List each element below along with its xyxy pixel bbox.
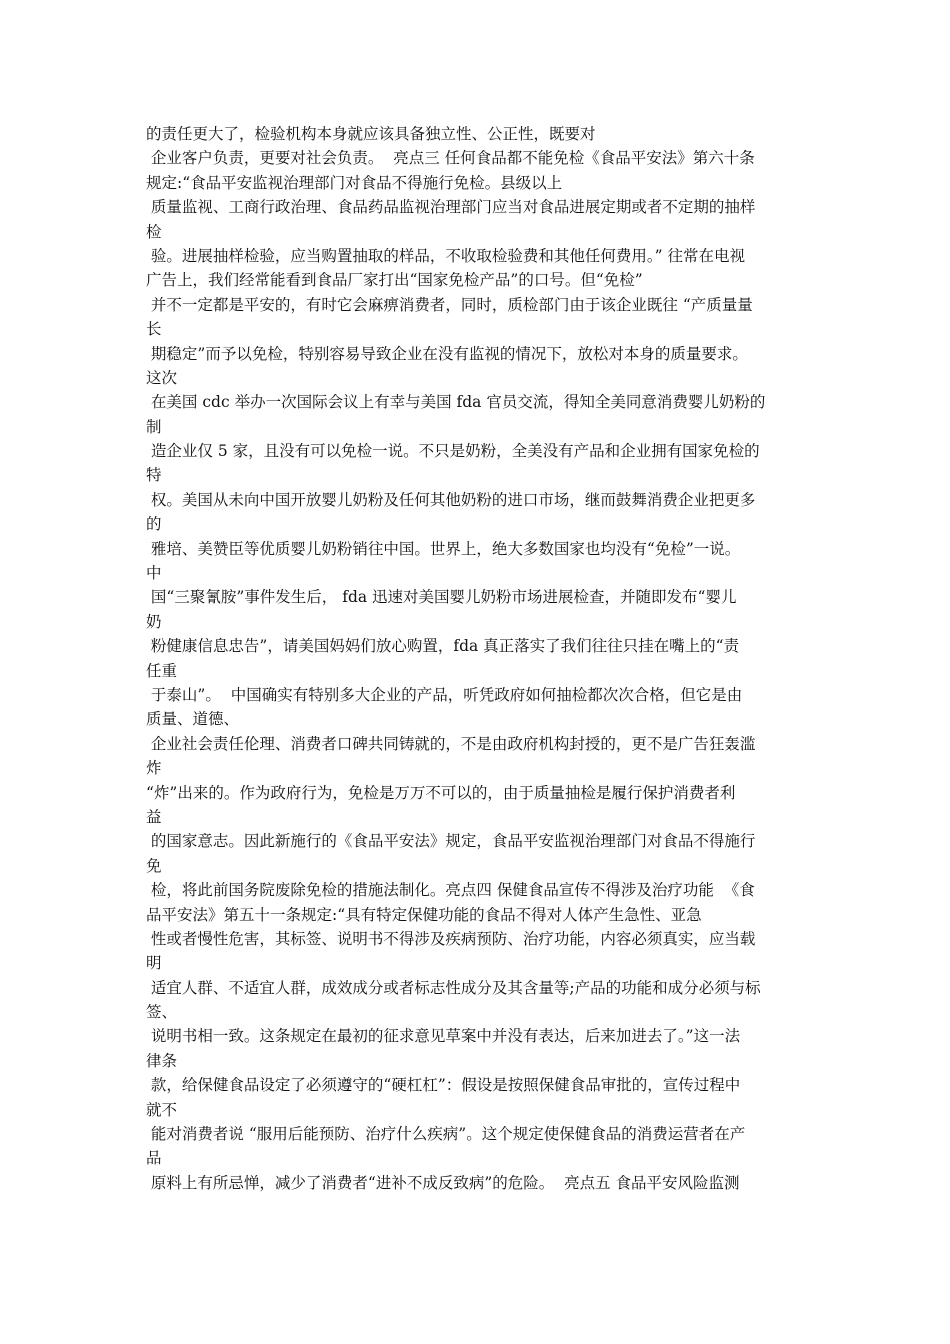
text-line: 任重 [146, 661, 178, 680]
document-body [146, 122, 812, 1195]
text-line: 益 [146, 807, 162, 826]
text-line: 的责任更大了，检验机构本身就应该具备独立性、公正性，既要对 [146, 125, 596, 143]
text-line: 粉健康信息忠告”，请美国妈妈们放心购置，fda 真正落实了我们往往只挂在嘴上的“责 [146, 637, 740, 656]
text-line: 能对消费者说 “服用后能预防、治疗什么疾病”。这个规定使保健食品的消费运营者在产 [146, 1125, 746, 1144]
text-line: 这次 [146, 368, 178, 387]
text-line: 特 [146, 466, 162, 485]
text-line: 免 [146, 856, 162, 875]
text-line: 适宜人群、不适宜人群，成效成分或者标志性成分及其含量等;产品的功能和成分必须与标 [146, 978, 761, 997]
text-line: 律条 [146, 1051, 178, 1070]
text-line: 雅培、美赞臣等优质婴儿奶粉销往中国。世界上，绝大多数国家也均没有“免检”一说。 [146, 539, 741, 558]
text-line: “炸”出来的。作为政府行为，免检是万万不可以的，由于质量抽检是履行保护消费者利 [146, 783, 736, 802]
text-line: 品平安法》第五十一条规定:“具有特定保健功能的食品不得对人体产生急性、亚急 [146, 905, 702, 924]
text-line: 奶 [146, 612, 162, 631]
text-line: 期稳定”而予以免检，特别容易导致企业在没有监视的情况下，放松对本身的质量要求。 [146, 344, 748, 363]
text-line: 广告上，我们经常能看到食品厂家打出“国家免检产品”的口号。但“免检” [146, 271, 643, 290]
text-line: 长 [146, 320, 162, 339]
text-line: 检，将此前国务院废除免检的措施法制化。亮点四 保健食品宣传不得涉及治疗功能 《食 [146, 881, 755, 900]
text-line: 企业社会责任伦理、消费者口碑共同铸就的，不是由政府机构封授的，更不是广告狂轰滥 [146, 734, 756, 753]
text-line: 质量监视、工商行政治理、食品药品监视治理部门应当对食品进展定期或者不定期的抽样 [146, 198, 756, 217]
text-line: 质量、道德、 [146, 710, 240, 729]
text-line: 的 [146, 515, 162, 534]
text-line: 造企业仅 5 家，且没有可以免检一说。不只是奶粉，全美没有产品和企业拥有国家免检的 [146, 442, 760, 461]
text-line: 国“三聚氰胺”事件发生后， fda 迅速对美国婴儿奶粉市场进展检查，并随即发布“婴儿 [146, 588, 737, 607]
text-line: 性或者慢性危害，其标签、说明书不得涉及疾病预防、治疗功能，内容必须真实，应当载 [146, 929, 756, 948]
text-line: 明 [146, 954, 162, 973]
text-line: 说明书相一致。这条规定在最初的征求意见草案中并没有表达，后来加进去了。”这一法 [146, 1027, 741, 1046]
text-line: 权。美国从未向中国开放婴儿奶粉及任何其他奶粉的进口市场，继而鼓舞消费企业把更多 [146, 490, 756, 509]
text-line: 检 [146, 222, 162, 241]
text-line: 的国家意志。因此新施行的《食品平安法》规定，食品平安监视治理部门对食品不得施行 [146, 832, 756, 851]
text-line: 于泰山”。 中国确实有特别多大企业的产品，听凭政府如何抽检都次次合格，但它是由 [146, 685, 743, 704]
text-line: 验。进展抽样检验，应当购置抽取的样品，不收取检验费和其他任何费用。” 往常在电视 [146, 246, 746, 265]
text-line: 签、 [146, 1003, 178, 1022]
text-line: 原料上有所忌惮，减少了消费者“进补不成反致病”的危险。 亮点五 食品平安风险监测 [146, 1173, 740, 1192]
text-line: 在美国 cdc 举办一次国际会议上有幸与美国 fda 官员交流，得知全美同意消费婴儿奶粉的 [146, 393, 766, 412]
text-line: 炸 [146, 759, 162, 778]
text-line: 品 [146, 1149, 162, 1168]
text-line: 并不一定都是平安的，有时它会麻痹消费者，同时，质检部门由于该企业既往 “产质量量 [146, 295, 753, 314]
text-line: 规定:“食品平安监视治理部门对食品不得施行免检。县级以上 [146, 173, 563, 192]
text-line: 制 [146, 417, 162, 436]
text-line: 中 [146, 564, 162, 583]
text-line: 企业客户负责，更要对社会负责。 亮点三 任何食品都不能免检《食品平安法》第六十条 [146, 149, 755, 168]
text-line: 就不 [146, 1100, 178, 1119]
text-line: 款，给保健食品设定了必须遵守的“硬杠杠”：假设是按照保健食品审批的，宣传过程中 [146, 1076, 741, 1095]
